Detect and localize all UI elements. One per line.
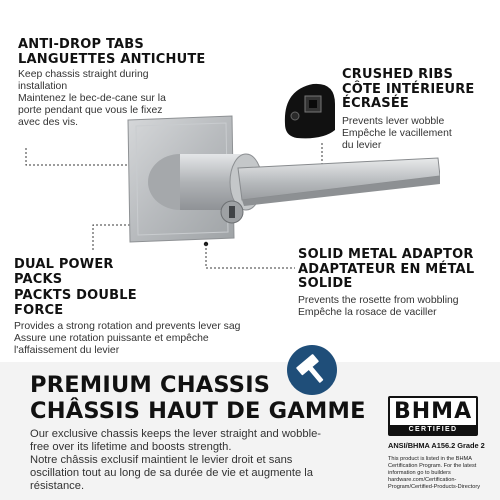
metal-adaptor-title-en: SOLID METAL ADAPTOR [298, 247, 474, 262]
anti-drop-body-fr: Maintenez le bec-de-cane sur la porte pendant que vous le fixez avec des vis. [18, 93, 166, 128]
crushed-ribs-body-fr: Empêche le vacillement du levier [342, 127, 452, 151]
premium-title-fr: CHÂSSIS HAUT DE GAMME [30, 398, 366, 424]
crushed-ribs-title-fr: CÔTE INTÉRIEURE ÉCRASÉE [342, 81, 475, 111]
bhma-standard: ANSI/BHMA A156.2 Grade 2 [388, 441, 485, 450]
premium-block [30, 372, 370, 493]
anti-drop-title-en: ANTI-DROP TABS [18, 37, 144, 52]
metal-adaptor-title-fr: ADAPTATEUR EN MÉTAL SOLIDE [298, 261, 475, 291]
premium-body-fr: Notre châssis exclusif maintient le levier droit et sans oscillation tout au long de sa durée de vie et augmente la résistance. [30, 454, 313, 492]
bhma-certification [388, 396, 492, 491]
anti-drop-body-en: Keep chassis straight during installation [18, 69, 149, 92]
anti-drop-title-fr: LANGUETTES ANTICHUTE [18, 51, 206, 67]
bhma-logo: BHMA [394, 399, 473, 424]
bhma-logo-badge [388, 396, 478, 436]
crushed-ribs-body-en: Prevents lever wobble [342, 115, 445, 127]
dual-power-body-en: Provides a strong rotation and prevents lever sag [14, 321, 241, 332]
metal-adaptor-body-fr: Empêche la rosace de vaciller [298, 306, 437, 318]
premium-title-en: PREMIUM CHASSIS [30, 372, 271, 398]
dual-power-body-fr: Assure une rotation puissante et empêche l'affaissement du levier [14, 333, 209, 356]
dual-power-callout [14, 258, 284, 357]
premium-body-en: Our exclusive chassis keeps the lever straight and wobble-free over its lifetime and boosts strength. [30, 428, 322, 453]
dual-power-title-fr: PACKTS DOUBLE FORCE [14, 288, 137, 318]
bhma-note: This product is listed in the BHMA Certification Program. For the latest information go to builders hardware.com/Certification-Program/Certified-Products-Directory [388, 456, 481, 490]
lever-product-image [120, 110, 440, 250]
crushed-ribs-title-en: CRUSHED RIBS [342, 67, 454, 82]
bhma-certified: CERTIFIED [390, 425, 476, 434]
metal-adaptor-body-en: Prevents the rosette from wobbling [298, 294, 459, 306]
dual-power-title-en: DUAL POWER PACKS [14, 257, 114, 287]
metal-adaptor-callout [298, 248, 494, 319]
